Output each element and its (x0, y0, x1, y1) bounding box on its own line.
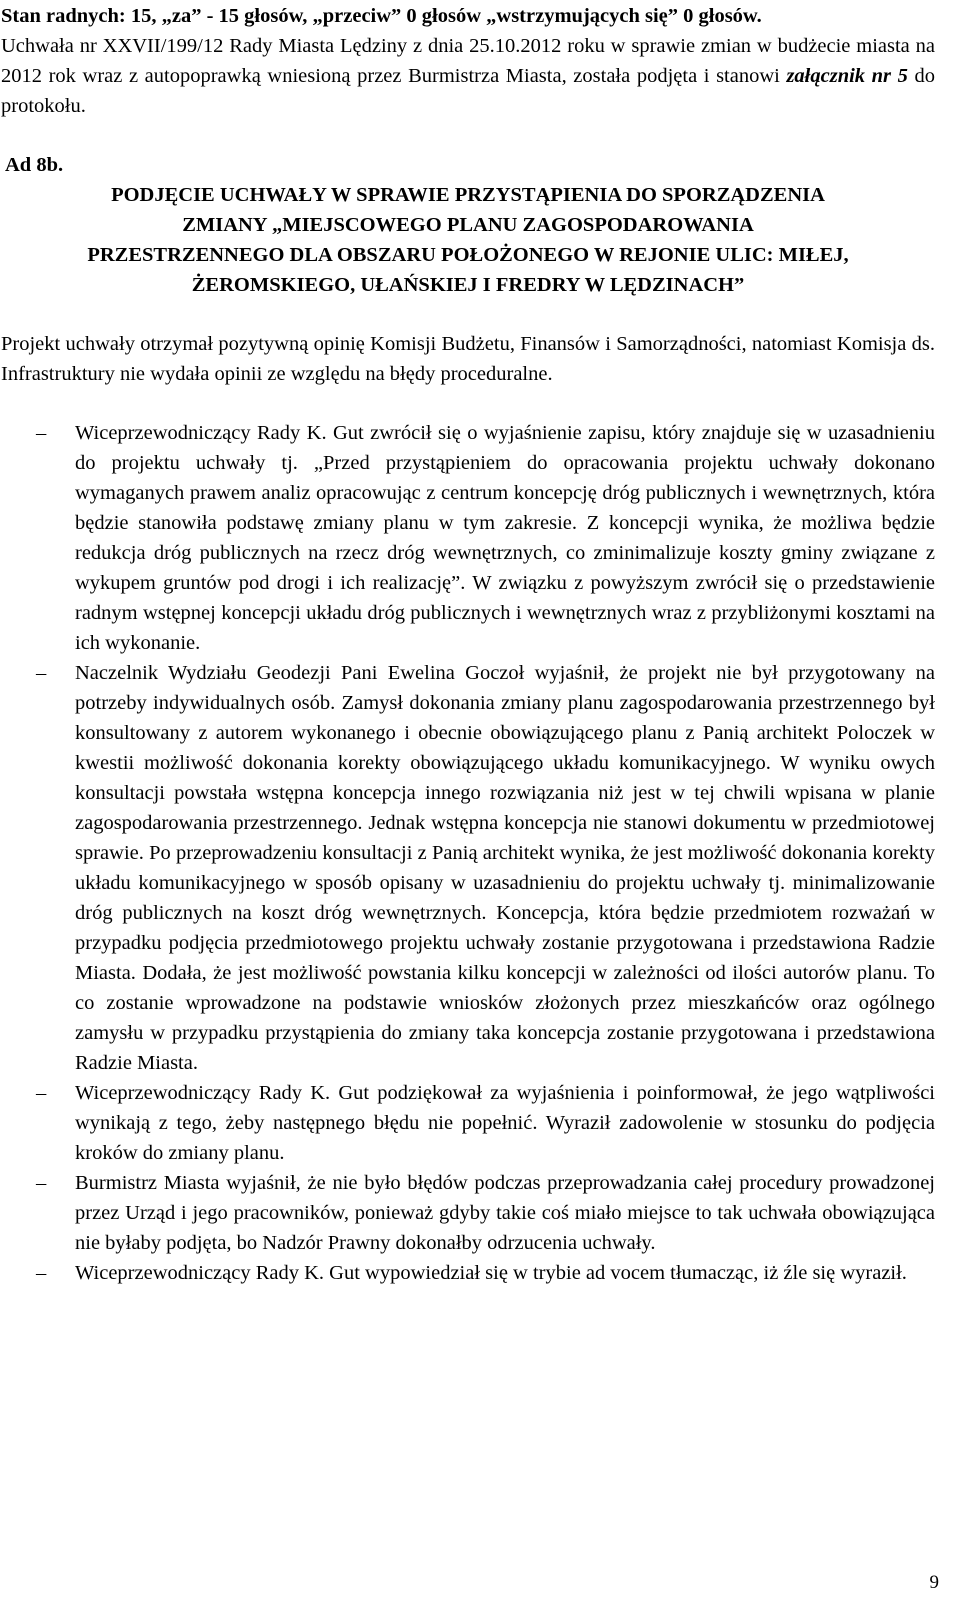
vote-result-line: Stan radnych: 15, „za” - 15 głosów, „przeciw” 0 głosów „wstrzymujących się” 0 głosów. (1, 5, 762, 27)
list-item-text: Burmistrz Miasta wyjaśnił, że nie było błędów podczas przeprowadzania całej procedury prowadzonej przez Urząd i jego pracowników, ponieważ gdyby takie coś miało miejsce to tak uchwała obowiązująca nie byłaby podjęta, bo Nadzór Prawny dokonałby odrzucenia uchwały. (75, 1172, 935, 1254)
list-item-text: Wiceprzewodniczący Rady K. Gut wypowiedział się w trybie ad vocem tłumacząc, iż źle się wyraził. (75, 1262, 907, 1284)
list-item (1, 418, 935, 658)
opinion-paragraph: Projekt uchwały otrzymał pozytywną opinię Komisji Budżetu, Finansów i Samorządności, natomiast Komisja ds. Infrastruktury nie wydała opinii ze względu na błędy proceduralne. (1, 333, 935, 385)
section-title-line-4: ŻEROMSKIEGO, UŁAŃSKIEJ I FREDRY W LĘDZINACH” (191, 274, 745, 296)
list-item (1, 1078, 935, 1168)
resolution-text-before: Uchwała nr XXVII/199/12 Rady Miasta Lędziny z dnia 25.10.2012 roku w sprawie zmian w budżecie miasta na 2012 rok wraz z autopoprawką wniesioną przez Burmistrza Miasta, została podjęta i stanowi (1, 35, 935, 87)
dash-bullet: – (36, 1262, 47, 1284)
page-number: 9 (929, 1572, 939, 1593)
dash-bullet: – (36, 1082, 47, 1104)
section-heading: Ad 8b. (5, 154, 64, 176)
attachment-reference: załącznik nr 5 (786, 65, 908, 87)
list-item-text: Wiceprzewodniczący Rady K. Gut podziękował za wyjaśnienia i poinformował, że jego wątpliwości wynikają z tego, żeby następnego błędu nie popełnić. Wyraził zadowolenie w stosunku do podjęcia kroków do zmiany planu. (75, 1082, 935, 1164)
resolution-text-after: do protokołu. (1, 65, 935, 117)
list-item (1, 1258, 935, 1288)
list-item-text: Wiceprzewodniczący Rady K. Gut zwrócił się o wyjaśnienie zapisu, który znajduje się w uzasadnieniu do projektu uchwały tj. „Przed przystąpieniem do opracowania projektu uchwały dokonano wymaganych prawem analiz opracowując z centrum koncepcję dróg publicznych i wewnętrznych, która będzie stanowiła podstawę zmiany planu w tym zakresie. Z koncepcji wynika, że możliwa będzie redukcja dróg publicznych na rzecz dróg wewnętrznych, co zminimalizuje koszty gminy związane z wykupem gruntów pod drogi i ich realizację”. W związku z powyższym zwrócił się o przedstawienie radnym wstępnej koncepcji układu dróg publicznych i wewnętrznych wraz z przybliżonymi kosztami na ich wykonanie. (75, 422, 935, 654)
list-item (1, 658, 935, 1078)
spacer (1, 300, 935, 329)
document-body (1, 1, 935, 1288)
dash-bullet: – (36, 422, 47, 444)
dash-bullet: – (36, 1172, 47, 1194)
section-title-line-3: PRZESTRZENNEGO DLA OBSZARU POŁOŻONEGO W REJONIE ULIC: MIŁEJ, (87, 244, 849, 266)
section-title-line-2: ZMIANY „MIEJSCOWEGO PLANU ZAGOSPODAROWANIA (182, 214, 754, 236)
resolution-paragraph (1, 31, 935, 121)
dash-bullet: – (36, 662, 47, 684)
list-item (1, 1168, 935, 1258)
list-item-text: Naczelnik Wydziału Geodezji Pani Ewelina Goczoł wyjaśnił, że projekt nie był przygotowany na potrzeby indywidualnych osób. Zamysł dokonania zmiany planu zagospodarowania przestrzennego był konsultowany z autorem wykonanego i obecnie obowiązującego planu z Panią architekt Poloczek w kwestii możliwość dokonania korekty obowiązującego układu komunikacyjnego. W wyniku owych konsultacji powstała wstępna koncepcja innego rozwiązania niż jest w tej chwili wpisana w planie zagospodarowania przestrzennego. Jednak wstępna koncepcja nie stanowi dokumentu w przedmiotowej sprawie. Po przeprowadzeniu konsultacji z Panią architekt wynika, że jest możliwość dokonania korekty układu komunikacyjnego w sposób opisany w uzasadnieniu do projektu uchwały tj. minimalizowanie dróg publicznych na koszt dróg wewnętrznych. Koncepcja, która będzie przedmiotem rozważań w przypadku podjęcia przedmiotowego projektu uchwały zostanie przygotowana i przedstawiona Radzie Miasta. Dodała, że jest możliwość powstania kilku koncepcji w zależności od ilości autorów planu. To co zostanie wprowadzone na podstawie wniosków złożonych przez mieszkańców oraz ogólnego zamysłu w przypadku przystąpienia do zmiany taka koncepcja zostanie przygotowana i przedstawiona Radzie Miasta. (75, 662, 935, 1074)
section-title-line-1: PODJĘCIE UCHWAŁY W SPRAWIE PRZYSTĄPIENIA DO SPORZĄDZENIA (111, 184, 825, 206)
spacer (1, 389, 935, 418)
